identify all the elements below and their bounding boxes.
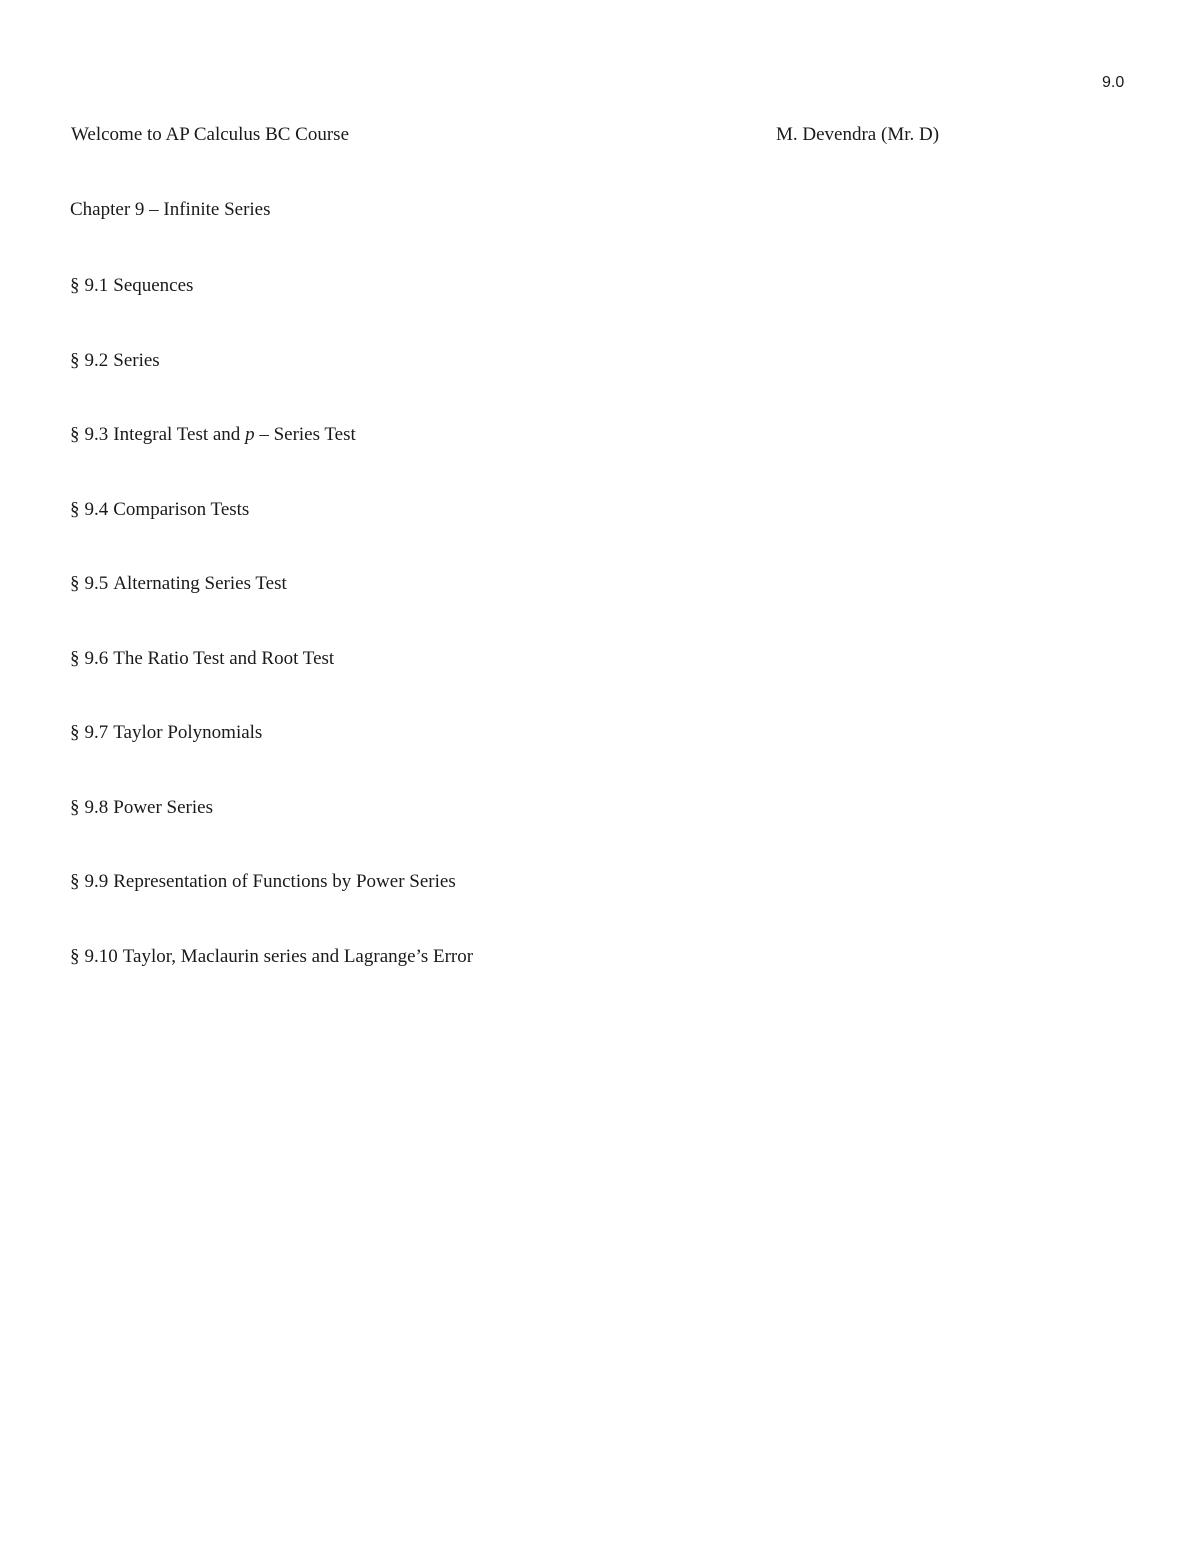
chapter-title: Chapter 9 – Infinite Series bbox=[70, 199, 271, 220]
section-title: Power Series bbox=[113, 796, 213, 818]
section-symbol: § bbox=[70, 275, 80, 296]
section-symbol: § bbox=[70, 573, 80, 594]
page-number: 9.0 bbox=[1102, 74, 1125, 91]
section-symbol: § bbox=[70, 796, 80, 818]
section-number: 9.10 bbox=[84, 945, 118, 967]
section-number: 9.5 bbox=[84, 573, 109, 594]
section-symbol: § bbox=[70, 722, 80, 743]
section-symbol: § bbox=[70, 424, 80, 445]
section-title-part: Integral Test and bbox=[113, 424, 246, 445]
section-item-9-5 bbox=[70, 572, 473, 647]
section-symbol: § bbox=[70, 871, 80, 892]
section-number: 9.8 bbox=[84, 796, 109, 818]
section-title: Sequences bbox=[113, 275, 194, 296]
section-title-math-p: p bbox=[245, 424, 255, 445]
section-title: Alternating Series Test bbox=[113, 573, 287, 594]
section-title: Series bbox=[113, 349, 160, 371]
section-symbol: § bbox=[70, 498, 80, 520]
section-symbol: § bbox=[70, 647, 80, 669]
section-title: Taylor Polynomials bbox=[113, 722, 263, 743]
section-title: Taylor, Maclaurin series and Lagrange’s Error bbox=[122, 945, 474, 967]
section-item-9-4 bbox=[70, 498, 473, 573]
section-item-9-7 bbox=[70, 721, 473, 796]
section-number: 9.1 bbox=[84, 275, 109, 296]
section-item-9-6 bbox=[70, 647, 473, 722]
section-item-9-1 bbox=[70, 274, 473, 349]
section-title: Representation of Functions by Power Series bbox=[113, 871, 456, 892]
course-title: Welcome to AP Calculus BC Course bbox=[71, 124, 349, 145]
section-title-part: – Series Test bbox=[254, 424, 356, 445]
section-number: 9.4 bbox=[84, 498, 109, 520]
instructor-name: M. Devendra (Mr. D) bbox=[776, 124, 940, 145]
section-item-9-8 bbox=[70, 796, 473, 871]
section-item-9-9 bbox=[70, 870, 473, 945]
section-number: 9.9 bbox=[84, 871, 109, 892]
section-symbol: § bbox=[70, 349, 80, 371]
section-number: 9.2 bbox=[84, 349, 109, 371]
section-symbol: § bbox=[70, 945, 80, 967]
section-number: 9.3 bbox=[84, 424, 109, 445]
section-item-9-2 bbox=[70, 349, 473, 424]
section-item-9-3 bbox=[70, 423, 473, 498]
section-number: 9.7 bbox=[84, 722, 109, 743]
section-number: 9.6 bbox=[84, 647, 109, 669]
section-title: Comparison Tests bbox=[113, 498, 250, 520]
section-item-9-10 bbox=[70, 945, 473, 1020]
section-list bbox=[70, 274, 473, 1019]
section-title: The Ratio Test and Root Test bbox=[113, 647, 335, 669]
